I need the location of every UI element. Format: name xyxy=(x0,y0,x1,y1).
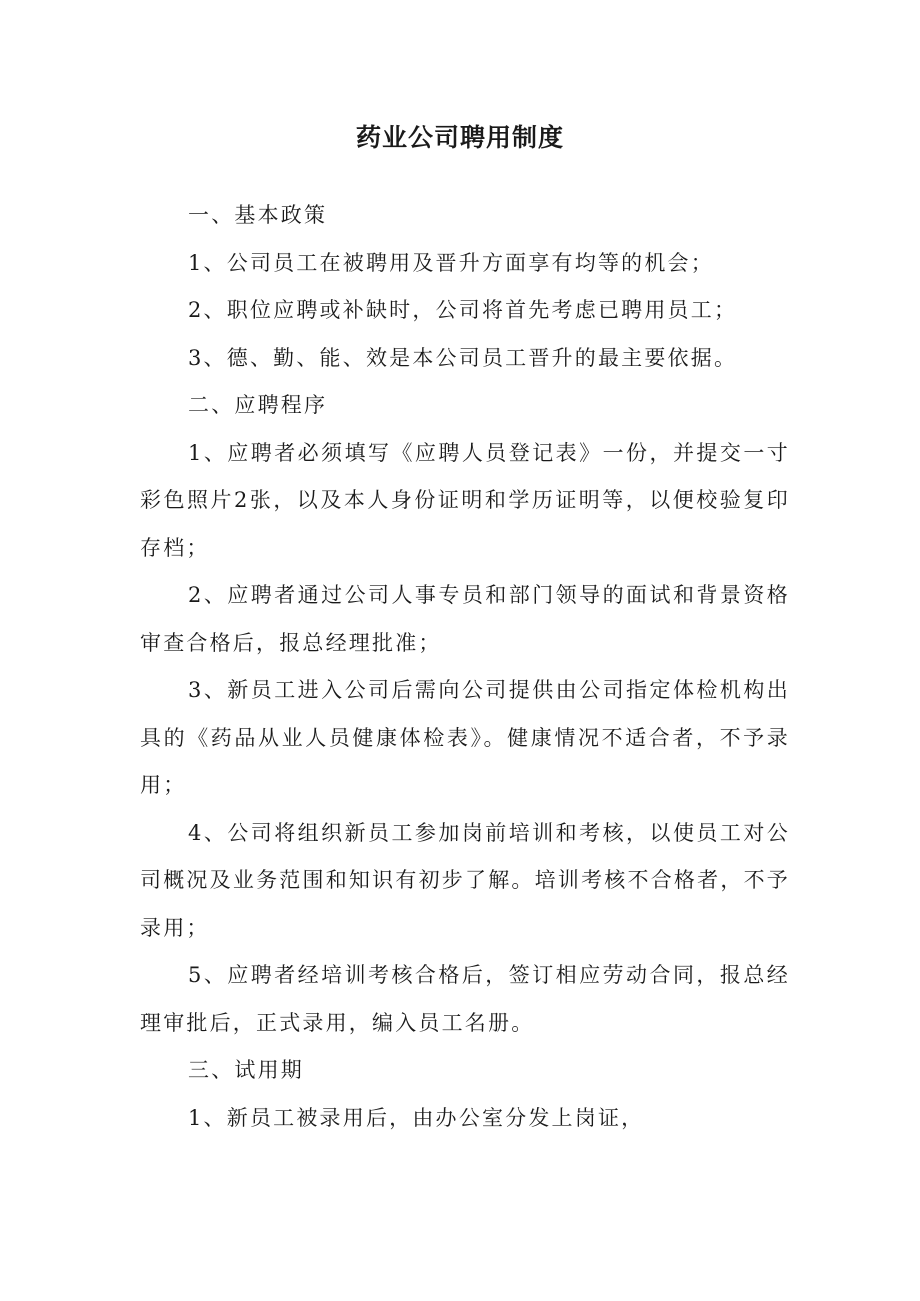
paragraph: 1、新员工被录用后，由办公室分发上岗证， xyxy=(188,1105,645,1130)
section-heading-probation: 三、试用期 xyxy=(188,1058,304,1082)
document-body xyxy=(140,192,790,1142)
section-heading-basic-policy: 一、基本政策 xyxy=(188,203,328,227)
paragraph: 3、德、勤、能、效是本公司员工晋升的最主要依据。 xyxy=(188,345,738,370)
paragraph: 2、职位应聘或补缺时，公司将首先考虑已聘用员工； xyxy=(188,298,738,322)
paragraph: 1、公司员工在被聘用及晋升方面享有均等的机会； xyxy=(188,250,714,275)
section-heading-application-procedure: 二、应聘程序 xyxy=(188,393,328,417)
paragraph: 2、应聘者通过公司人事专员和部门领导的面试和背景资格审查合格后，报总经理批准； xyxy=(140,583,790,655)
document-title: 药业公司聘用制度 xyxy=(355,123,564,152)
paragraph: 4、公司将组织新员工参加岗前培训和考核，以使员工对公司概况及业务范围和知识有初步了解。培训考核不合格者，不予录用； xyxy=(140,820,790,940)
paragraph: 3、新员工进入公司后需向公司提供由公司指定体检机构出具的《药品从业人员健康体检表》。健康情况不适合者，不予录用； xyxy=(140,678,790,797)
paragraph: 5、应聘者经培训考核合格后，签订相应劳动合同，报总经理审批后，正式录用，编入员工名册。 xyxy=(140,963,790,1035)
paragraph: 1、应聘者必须填写《应聘人员登记表》一份，并提交一寸彩色照片2张，以及本人身份证明和学历证明等，以便校验复印存档； xyxy=(140,440,790,560)
